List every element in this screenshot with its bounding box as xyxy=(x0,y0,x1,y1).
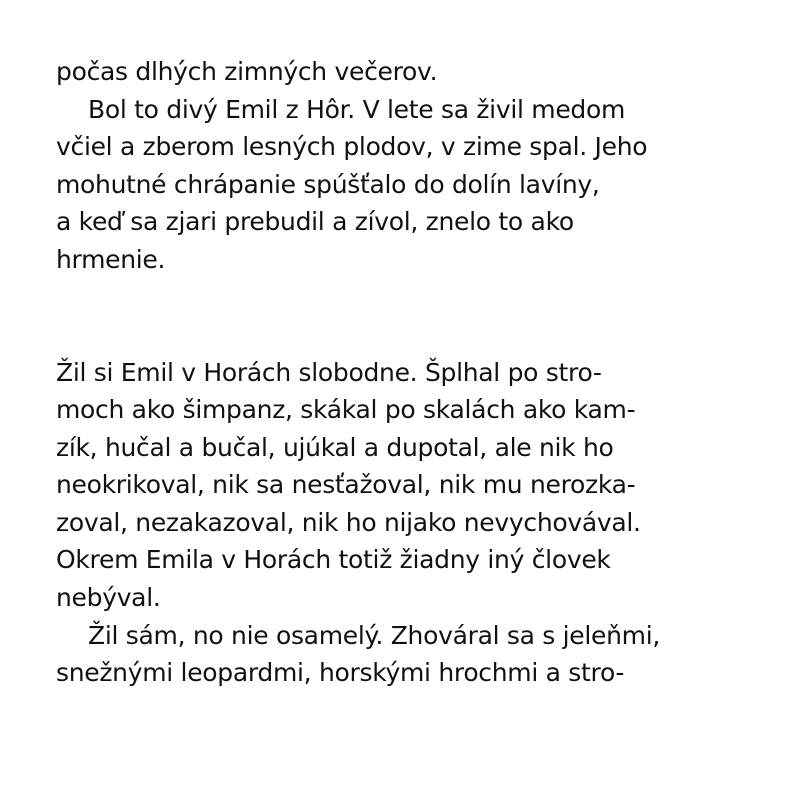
text-line: a keď sa zjari prebudil a zívol, znelo to ako xyxy=(56,207,574,236)
text-line: nebýval. xyxy=(56,583,161,612)
text-line: snežnými leopardmi, horskými hrochmi a stro- xyxy=(56,658,625,687)
text-line: neokrikoval, nik sa nesťažoval, nik mu nerozka- xyxy=(56,470,636,499)
text-line: včiel a zberom lesných plodov, v zime spal. Jeho xyxy=(56,132,648,161)
text-line: zík, hučal a bučal, ujúkal a dupotal, ale nik ho xyxy=(56,433,614,462)
text-line: Žil sám, no nie osamelý. Zhováral sa s jeleňmi, xyxy=(88,621,660,650)
text-line: počas dlhých zimných večerov. xyxy=(56,57,438,86)
text-line: hrmenie. xyxy=(56,245,166,274)
text-line: Bol to divý Emil z Hôr. V lete sa živil medom xyxy=(88,95,626,124)
text-line: zoval, nezakazoval, nik ho nijako nevychovával. xyxy=(56,508,641,537)
text-line: Žil si Emil v Horách slobodne. Šplhal po stro- xyxy=(56,358,602,387)
text-line: moch ako šimpanz, skákal po skalách ako kam- xyxy=(56,395,636,424)
text-line: Okrem Emila v Horách totiž žiadny iný človek xyxy=(56,545,611,574)
text-line: mohutné chrápanie spúšťalo do dolín lavíny, xyxy=(56,170,600,199)
